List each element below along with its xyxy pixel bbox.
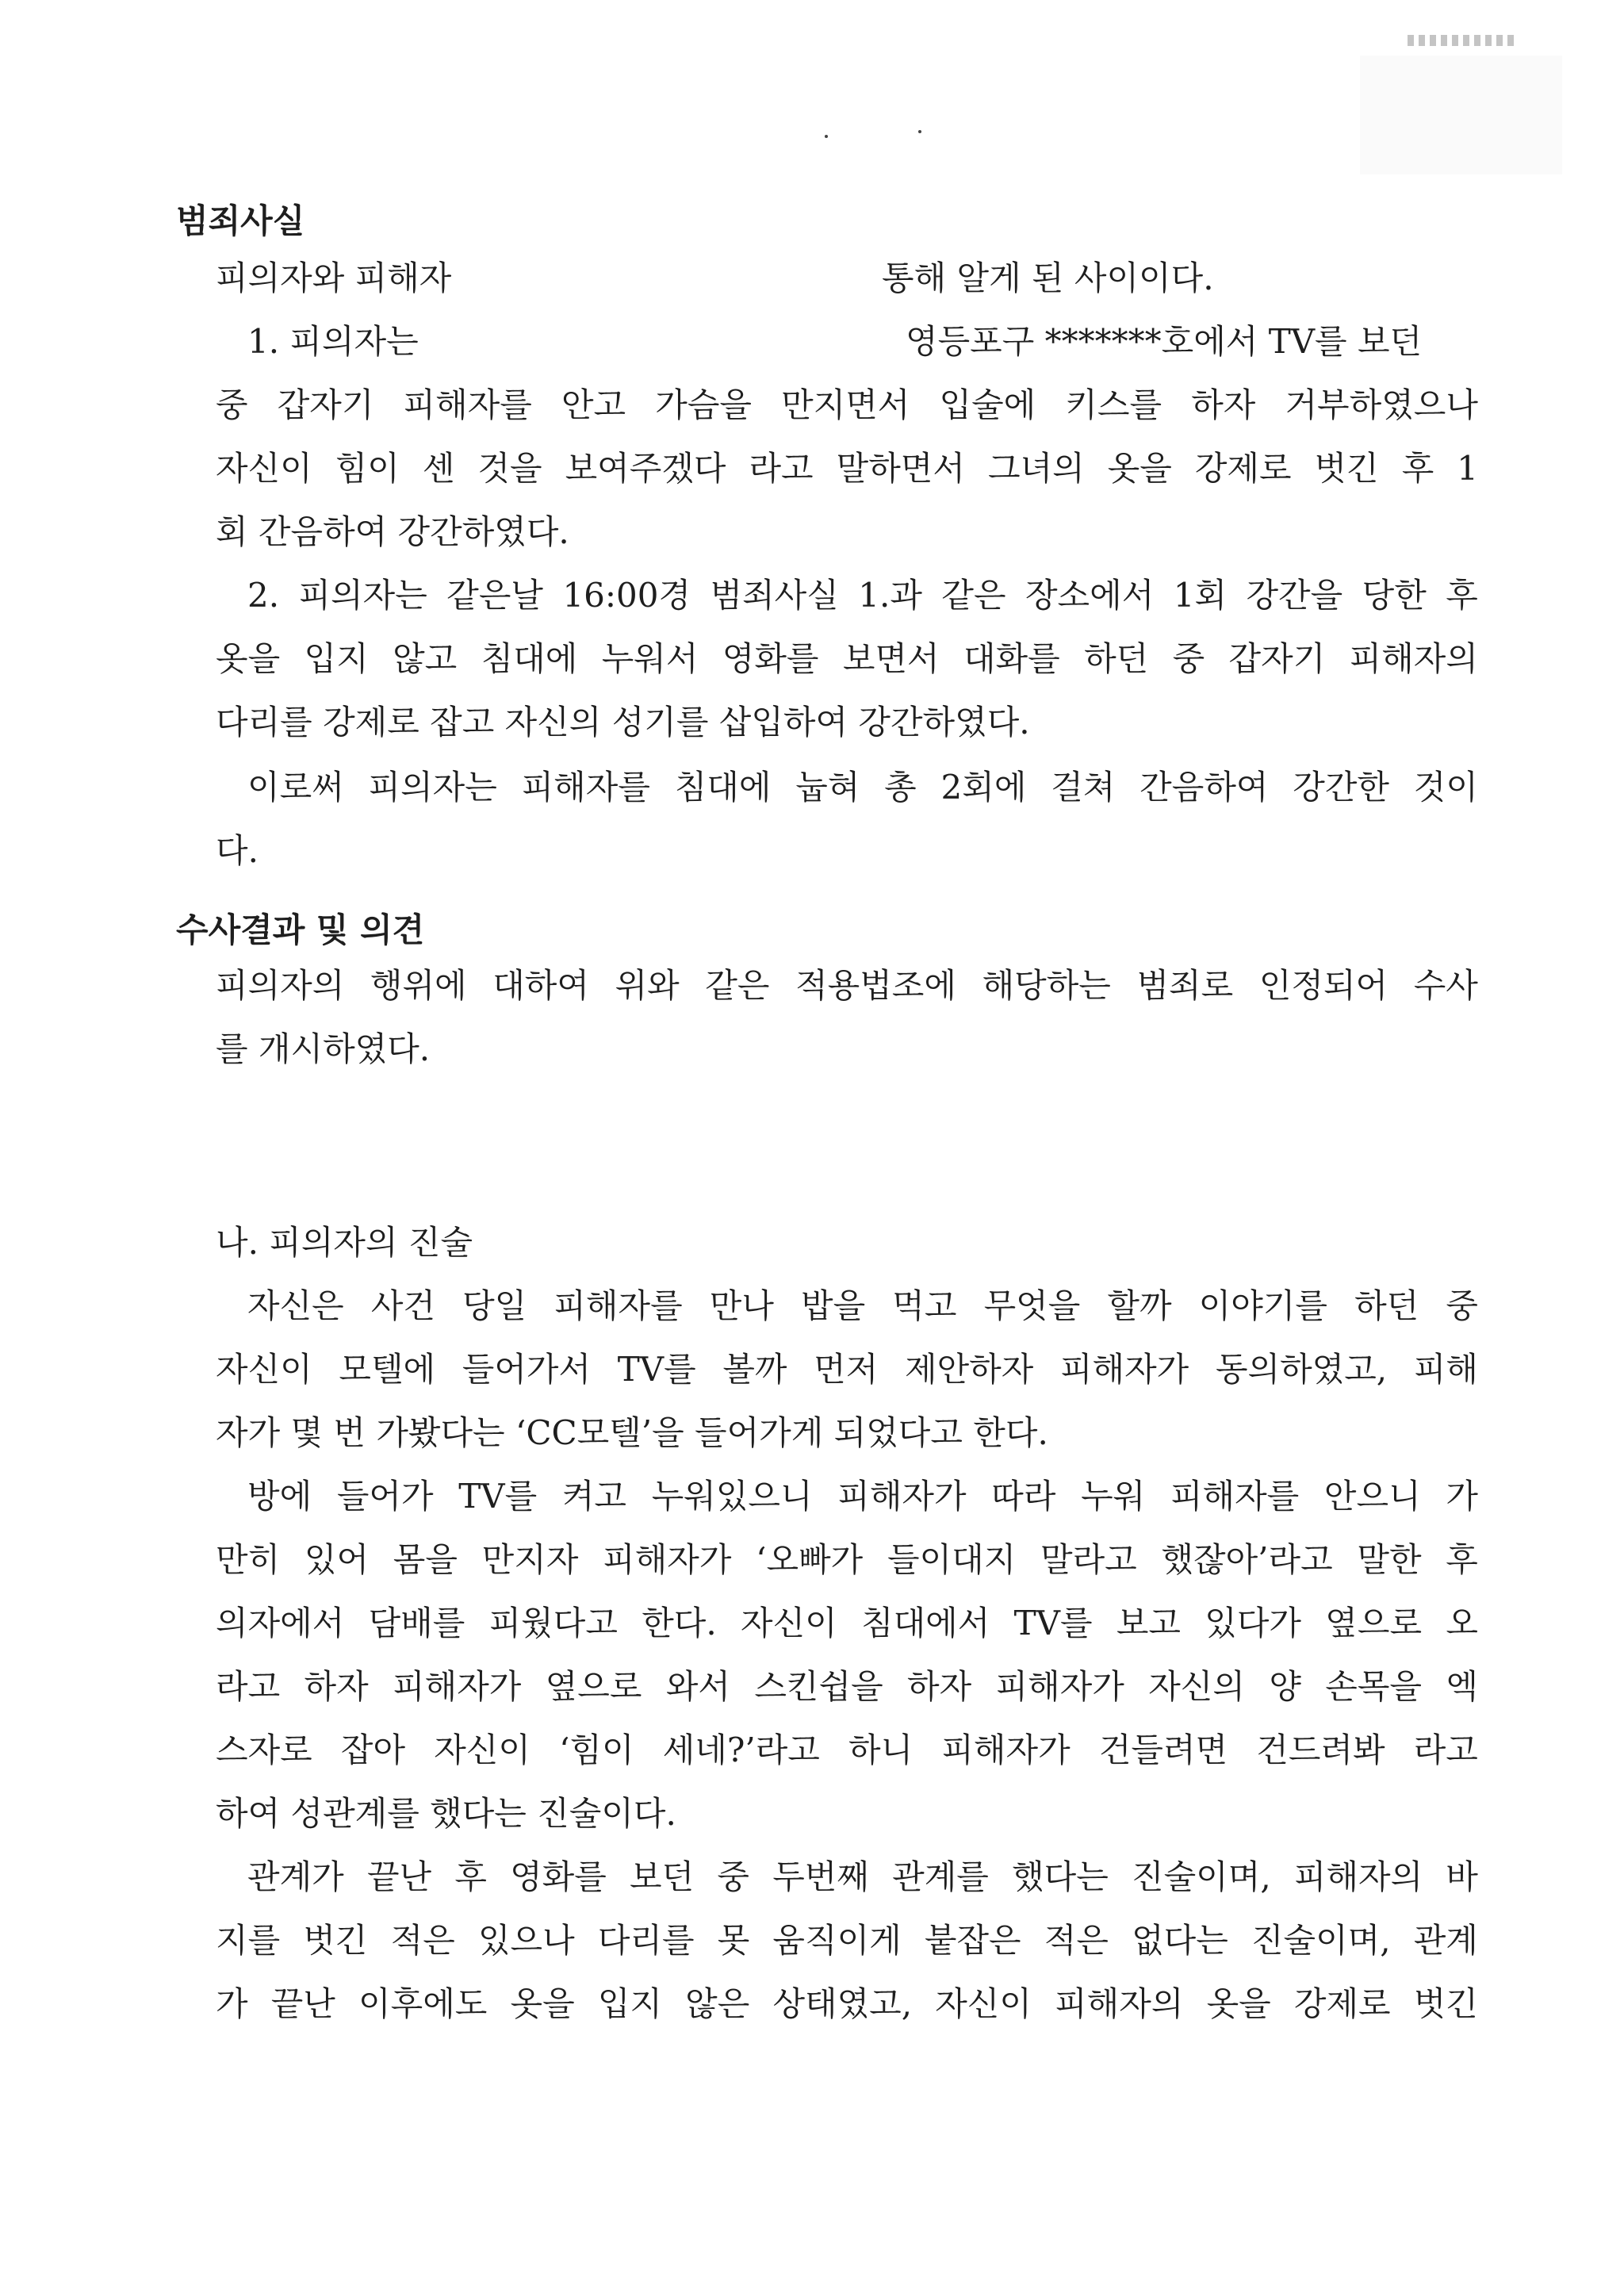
item1-right: 영등포구 *******호에서 TV를 보던 (906, 322, 1423, 361)
body-line: 중 갑자기 피해자를 안고 가슴을 만지면서 입술에 키스를 하자 거부하였으나 (216, 385, 1478, 424)
body-line: 다리를 강제로 잡고 자신의 성기를 삽입하여 강간하였다. (216, 703, 1030, 742)
body-line: 지를 벗긴 적은 있으나 다리를 못 움직이게 붙잡은 적은 없다는 진술이며, 관계 (216, 1921, 1478, 1960)
body-line: 라고 하자 피해자가 옆으로 와서 스킨쉽을 하자 피해자가 자신의 양 손목을 엑 (216, 1667, 1478, 1706)
intro-left: 피의자와 피해자 (216, 259, 452, 297)
body-line: 자신이 모텔에 들어가서 TV를 볼까 먼저 제안하자 피해자가 동의하였고, 피해 (216, 1350, 1478, 1389)
subsection-heading-suspect-statement: 나. 피의자의 진술 (216, 1223, 473, 1262)
body-line: 이로써 피의자는 피해자를 침대에 눕혀 총 2회에 걸쳐 간음하여 강간한 것이 (247, 768, 1478, 807)
body-line: 스자로 잡아 자신이 ‘힘이 세네?’라고 하니 피해자가 건들려면 건드려봐 라고 (216, 1731, 1478, 1769)
body-line: 자가 몇 번 가봤다는 ‘CC모텔’을 들어가게 되었다고 한다. (216, 1413, 1048, 1452)
scan-artifact (1408, 35, 1519, 46)
body-line: 피의자의 행위에 대하여 위와 같은 적용법조에 해당하는 범죄로 인정되어 수사 (216, 966, 1478, 1005)
body-line: 회 간음하여 강간하였다. (216, 512, 569, 551)
body-line: 관계가 끝난 후 영화를 보던 중 두번째 관계를 했다는 진술이며, 피해자의 바 (247, 1857, 1478, 1896)
scan-shade (1360, 56, 1562, 174)
section-heading-crime-facts: 범죄사실 (176, 201, 305, 240)
section-heading-investigation-result: 수사결과 및 의견 (176, 910, 425, 949)
body-line: 방에 들어가 TV를 켜고 누워있으니 피해자가 따라 누워 피해자를 안으니 가 (247, 1477, 1478, 1516)
body-line: 옷을 입지 않고 침대에 누워서 영화를 보면서 대화를 하던 중 갑자기 피해자의 (216, 639, 1478, 678)
body-line: 하여 성관계를 했다는 진술이다. (216, 1794, 676, 1833)
scan-dot (825, 135, 828, 138)
item1-left: 1. 피의자는 (247, 322, 419, 361)
body-line: 2. 피의자는 같은날 16:00경 범죄사실 1.과 같은 장소에서 1회 강간을 당한 후 (247, 576, 1478, 615)
body-line: 만히 있어 몸을 만지자 피해자가 ‘오빠가 들이대지 말라고 했잖아’라고 말한 후 (216, 1540, 1478, 1579)
body-line: 가 끝난 이후에도 옷을 입지 않은 상태였고, 자신이 피해자의 옷을 강제로 벗긴 (216, 1984, 1478, 2023)
body-line: 를 개시하였다. (216, 1029, 431, 1068)
intro-right: 통해 알게 된 사이이다. (882, 259, 1214, 297)
body-line: 자신은 사건 당일 피해자를 만나 밥을 먹고 무엇을 할까 이야기를 하던 중 (247, 1286, 1478, 1325)
body-line: 의자에서 담배를 피웠다고 한다. 자신이 침대에서 TV를 보고 있다가 옆으로 오 (216, 1604, 1478, 1642)
body-line: 다. (216, 831, 259, 870)
scan-dot (918, 130, 921, 133)
body-line: 자신이 힘이 센 것을 보여주겠다 라고 말하면서 그녀의 옷을 강제로 벗긴 후 1 (216, 449, 1478, 488)
